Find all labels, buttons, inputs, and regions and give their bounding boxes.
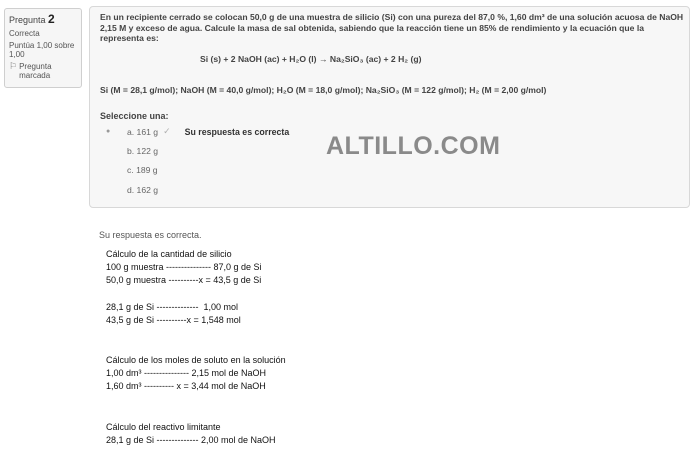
question-number-value: 2: [48, 12, 55, 26]
answer-option-a[interactable]: [106, 126, 289, 137]
solution-line: 1,00 dm³ --------------- 2,15 mol de NaOH: [106, 368, 267, 378]
solution-line: Cálculo de los moles de soluto en la solución: [106, 355, 286, 365]
watermark: ALTILLO.COM: [326, 132, 501, 160]
flag-icon: ⚐: [9, 61, 18, 71]
option-label: d. 162 g: [127, 185, 159, 195]
chemical-equation: Si (s) + 2 NaOH (ac) + H₂O (l) → Na₂SiO₃ (ac) + 2 H₂ (g): [200, 54, 422, 64]
solution-line: Cálculo de la cantidad de silicio: [106, 249, 232, 259]
question-grade: Puntúa 1,00 sobre 1,00: [9, 41, 75, 59]
solution-line: 50,0 g muestra ----------x = 43,5 g de Si: [106, 275, 262, 285]
question-number: [9, 12, 77, 26]
option-label: c. 189 g: [127, 165, 158, 175]
solution-line: Cálculo del reactivo limitante: [106, 422, 221, 432]
solution-line: 28,1 g de Si -------------- 2,00 mol de NaOH: [106, 435, 276, 445]
question-info-panel: [4, 8, 82, 88]
flag-label: Pregunta marcada: [19, 62, 52, 80]
radio-button-selected[interactable]: ●: [106, 128, 111, 135]
solution-line: 28,1 g de Si -------------- 1,00 mol: [106, 302, 239, 312]
select-one-label: Seleccione una:: [100, 111, 169, 121]
option-label: a. 161 g: [127, 126, 159, 137]
solution-line: 100 g muestra --------------- 87,0 g de Si: [106, 262, 262, 272]
option-feedback: Su respuesta es correcta: [184, 126, 290, 137]
question-label: Pregunta: [9, 15, 46, 25]
flag-question-toggle[interactable]: [9, 62, 77, 80]
option-label: b. 122 g: [127, 146, 159, 156]
answer-option-c[interactable]: [106, 165, 158, 175]
question-state: Correcta: [9, 29, 40, 38]
answer-option-b[interactable]: [106, 146, 158, 156]
solution-line: 43,5 g de Si ----------x = 1,548 mol: [106, 315, 241, 325]
solution-line: 1,60 dm³ ---------- x = 3,44 mol de NaOH: [106, 381, 266, 391]
check-icon: ✓: [163, 126, 171, 136]
response-feedback: Su respuesta es correcta.: [99, 230, 202, 240]
question-content-box: [89, 6, 690, 208]
question-text: En un recipiente cerrado se colocan 50,0 g de una muestra de silicio (Si) con una pureza del 87,0 %, 1,60 dm³ de una solución acuosa de NaOH 2,15 M y exceso de agua. Calcule la masa de sal obtenida, sabiendo que la reacción tiene un 85% de rendimiento y la ecuación que la representa es:: [100, 12, 684, 44]
answer-option-d[interactable]: [106, 185, 158, 195]
molar-masses: Si (M = 28,1 g/mol); NaOH (M = 40,0 g/mol); H₂O (M = 18,0 g/mol); Na₂SiO₃ (M = 122 g/mol); H₂ (M = 2,00 g/mol): [100, 85, 547, 95]
